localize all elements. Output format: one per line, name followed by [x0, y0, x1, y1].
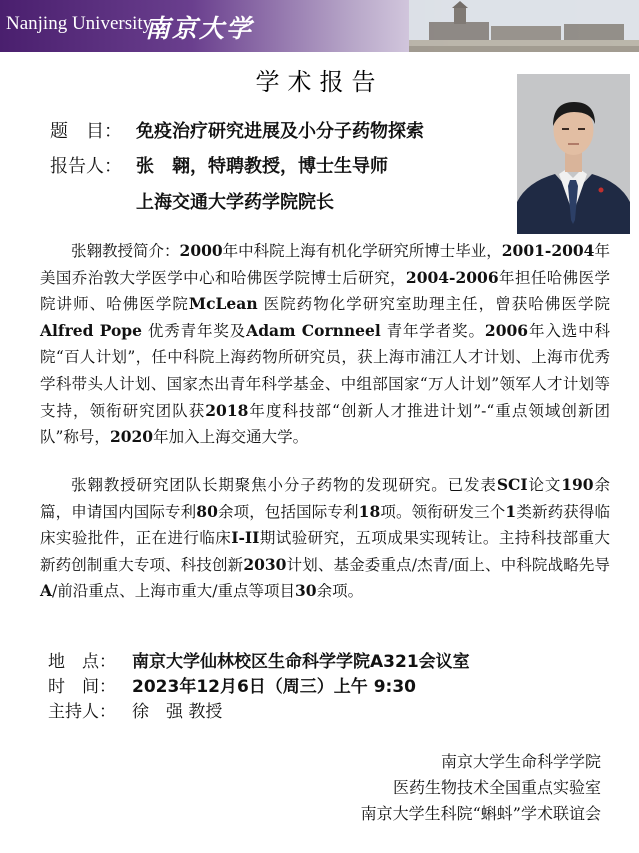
bio-text-segment: 2020: [109, 427, 154, 447]
bio-text-segment: 年中科院上海有机化学研究所博士毕业，: [222, 242, 502, 260]
campus-building-icon: [409, 0, 639, 52]
host-line: [48, 697, 222, 722]
venue-label: 地 点：: [48, 652, 116, 672]
bio-text-segment: 30: [294, 581, 317, 601]
bio-text-segment: 2004-2006: [405, 267, 499, 287]
bio-text-segment: SCI: [496, 475, 528, 494]
bio-text-segment: 张翱教授研究团队长期聚焦小分子药物的发现研究。已发表: [71, 476, 497, 494]
bio-text-segment: 1: [505, 501, 517, 521]
bio-paragraph-2: [40, 472, 610, 605]
bio-text-segment: Adam Cornneel: [246, 320, 381, 340]
speaker-affiliation-line: [136, 188, 334, 214]
speaker-value: 张 翱，特聘教授，博士生导师: [136, 156, 388, 177]
host-label: 主持人：: [48, 702, 116, 722]
venue-line: [48, 647, 470, 672]
topic-line: [50, 117, 424, 143]
bio-text-segment: 2001-2004: [501, 241, 595, 260]
header-banner: [0, 0, 639, 52]
bio-text-segment: 项。领衔研发三个: [380, 502, 506, 521]
bio-text-segment: /前沿重点、上海市重大/重点等项目: [52, 582, 295, 601]
topic-value: 免疫治疗研究进展及小分子药物探索: [136, 121, 424, 142]
organizer-3: 南京大学生科院“蝌蚪”学术联谊会: [360, 804, 601, 823]
bio-text-segment: 论文: [527, 476, 562, 494]
bio-text-segment: 年加入上海交通大学。: [153, 428, 309, 447]
bio-text-segment: 190: [561, 475, 594, 494]
campus-image: [409, 0, 639, 52]
bio-text-segment: 年美国乔治敦大学医学中心和哈佛医学院博士后研究，: [40, 242, 610, 287]
bio-text-segment: 类新药获得临床实验批件，正在进行临床: [40, 502, 610, 548]
speaker-affiliation: 上海交通大学药学院院长: [136, 192, 334, 213]
bio-text-segment: McLean: [188, 294, 258, 314]
speaker-label: 报告人：: [50, 156, 122, 177]
bio-text-segment: 余项，包括国际专利: [217, 502, 359, 521]
time-line: [48, 672, 416, 697]
bio-text-segment: 优秀青年奖及: [142, 321, 247, 340]
university-name-en: Nanjing University: [6, 13, 153, 34]
speaker-portrait-icon: [517, 74, 630, 234]
bio-text-segment: 2006: [484, 320, 529, 340]
bio-text-segment: 期试验研究，五项成果实现转让。主持科技部重大新药创制重大专项、科技创新: [40, 529, 610, 574]
bio-text-segment: 计划、基金委重点/杰青/面上、中科院战略先导: [286, 555, 610, 574]
speaker-photo: [517, 74, 630, 234]
bio-text-segment: 余篇，申请国内国际专利: [40, 476, 610, 521]
bio-text-segment: 18: [358, 501, 381, 521]
organizer-2: 医药生物技术全国重点实验室: [392, 778, 601, 797]
bio-text-segment: 2000: [179, 241, 223, 260]
bio-text-segment: 余项。: [316, 582, 364, 601]
bio-text-segment: Alfred Pope: [40, 320, 143, 340]
page-title: 学术报告: [255, 68, 384, 96]
bio-text-segment: 年入选中科院“百人计划”，任中科院上海药物所研究员，获上海市浦江人才计划、上海市优秀学科带头人计划、国家杰出青年科学基金、中组部国家“万人计划”领军人才计划等支持，领衔研究团队获: [40, 321, 611, 420]
bio-text-segment: 张翱教授简介：: [71, 242, 180, 260]
organizer-1: 南京大学生命科学学院: [440, 752, 601, 771]
time-label: 时 间：: [48, 677, 116, 697]
topic-label: 题 目：: [50, 121, 122, 142]
time-value: 2023年12月6日（周三）上午 9:30: [132, 677, 417, 697]
venue-value: 南京大学仙林校区生命科学学院A321会议室: [132, 652, 470, 672]
bio-text-segment: 青年学者奖。: [380, 321, 485, 340]
bio-text-segment: 医院药物化学研究室助理主任，曾获哈佛医学院: [257, 295, 610, 314]
bio-text-segment: 2018: [205, 400, 249, 420]
bio-text-segment: 年度科技部“创新人才推进计划”-“重点领域创新团队”称号，: [40, 401, 610, 447]
speaker-line: [50, 152, 388, 178]
bio-text-segment: 年担任哈佛医学院讲师、哈佛医学院: [40, 268, 610, 314]
bio-paragraph-1: [40, 238, 610, 451]
bio-text-segment: 80: [196, 501, 218, 521]
bio-text-segment: A: [40, 581, 53, 601]
bio-text-segment: I-II: [231, 528, 260, 548]
host-value: 徐 强 教授: [132, 702, 223, 722]
bio-text-segment: 2030: [243, 554, 287, 574]
university-name-cn: 南京大学: [145, 14, 254, 43]
